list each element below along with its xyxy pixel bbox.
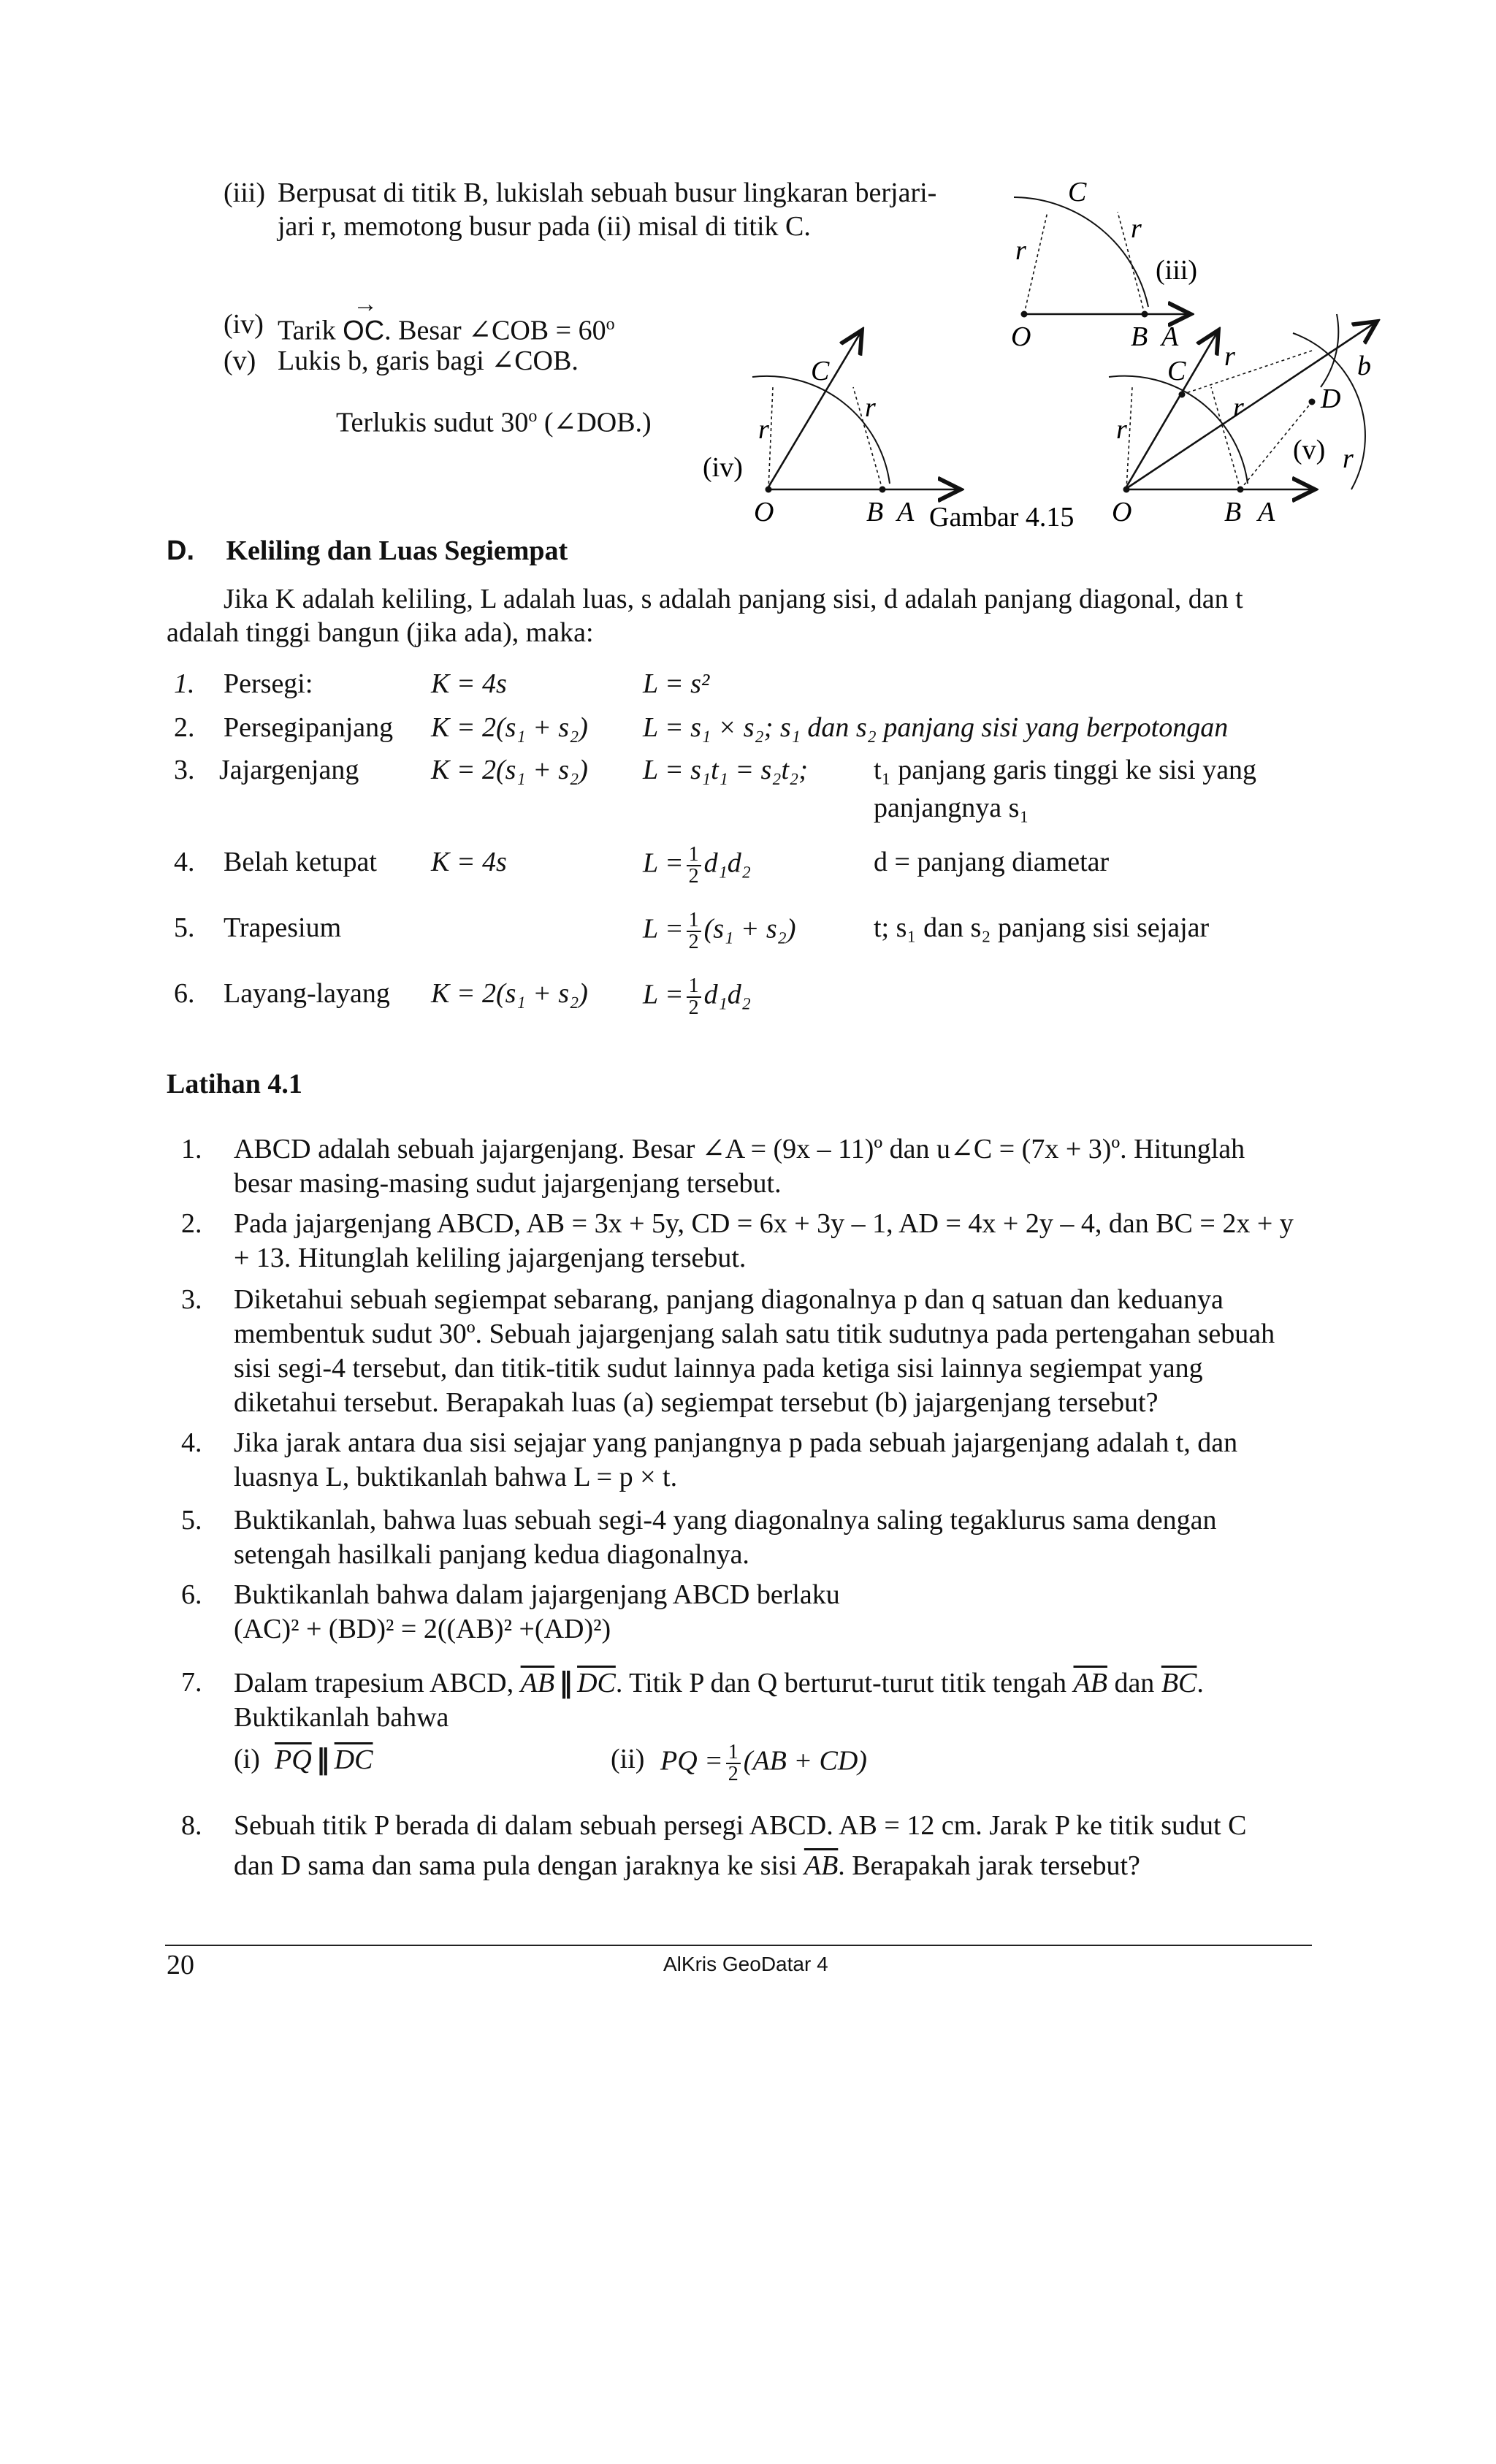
formula-perimeter: K = 4s xyxy=(431,847,507,877)
label-b-line: b xyxy=(1357,351,1371,381)
segment-ab: $\overline{AB}$ xyxy=(1073,1668,1107,1698)
problem-number: 7. xyxy=(181,1667,202,1698)
parallel-icon: ‖ xyxy=(316,1743,330,1775)
problem-6: Buktikanlah bahwa dalam jajargenjang ABCD berlaku (AC)² + (BD)² = 2((AB)² +(AD)²) xyxy=(234,1579,840,1644)
label-a-v: A xyxy=(1258,497,1275,527)
step-iv-label: Tarik xyxy=(278,315,336,346)
label-d-v: D xyxy=(1321,384,1341,414)
footer-rule xyxy=(165,1945,1312,1946)
segment-ab: $\overline{AB}$ xyxy=(804,1850,839,1881)
problem-5: Buktikanlah, bahwa luas sebuah segi-4 yang diagonalnya saling tegaklurus sama dengan setengah hasilkali panjang kedua diagonalnya. xyxy=(234,1505,1217,1570)
formula-num: 6. xyxy=(174,978,195,1009)
label-r3-v: r xyxy=(1233,392,1244,423)
formula-name: Trapesium xyxy=(224,912,342,943)
section-title: Keliling dan Luas Segiempat xyxy=(226,535,568,566)
radius-oc-iv xyxy=(768,387,773,489)
formula-num: 5. xyxy=(174,912,195,943)
radius-oc-iii xyxy=(1024,212,1047,314)
formula-num: 2. xyxy=(174,712,195,743)
formula-num: 3. xyxy=(174,755,195,785)
segment-dc: $\overline{DC}$ xyxy=(334,1744,373,1775)
formula-note: panjangnya s₁ xyxy=(874,793,1029,823)
step-iii-text-line2: jari r, memotong busur pada (ii) misal di titik C. xyxy=(278,211,811,242)
label-o-iii: O xyxy=(1011,321,1031,352)
problem-number: 2. xyxy=(181,1208,202,1239)
label-c-v: C xyxy=(1167,356,1186,386)
vector-arrow-icon: → xyxy=(353,290,378,318)
arc-c-iii xyxy=(1014,197,1148,307)
ray-oc-v xyxy=(1125,330,1218,489)
problem-8: Sebuah titik P berada di dalam sebuah persegi ABCD. AB = 12 cm. Jarak P ke titik sudut C dan D sama dan sama pula dengan jaraknya ke sisi $\overline{AB}$. Berapakah jarak tersebut? xyxy=(234,1810,1247,1881)
exercise-title: Latihan 4.1 xyxy=(167,1069,302,1099)
problem-number: 8. xyxy=(181,1810,202,1841)
section-intro-line2: adalah tinggi bangun (jika ada), maka: xyxy=(167,617,594,648)
formula-name: Persegi: xyxy=(224,668,313,699)
figure-caption: Gambar 4.15 xyxy=(929,502,1075,533)
formula-note: t₁ panjang garis tinggi ke sisi yang xyxy=(874,755,1257,785)
formula-num: 1. xyxy=(174,668,195,699)
problem-1: ABCD adalah sebuah jajargenjang. Besar ∠A = (9x – 11)º dan u∠C = (7x + 3)º. Hitunglah besar masing-masing sudut jajargenjang tersebut. xyxy=(234,1134,1245,1199)
step-v-number: (v) xyxy=(224,346,256,376)
problem-number: 6. xyxy=(181,1579,202,1610)
label-r4-v: r xyxy=(1343,443,1354,474)
label-r1-iii: r xyxy=(1015,235,1026,266)
segment-dc: $\overline{DC}$ xyxy=(577,1668,616,1698)
formula-area: L = $\frac{1}{2}$ d₁d₂ xyxy=(643,843,752,888)
label-a-iv: A xyxy=(897,497,915,527)
problem-2: Pada jajargenjang ABCD, AB = 3x + 5y, CD = 6x + 3y – 1, AD = 4x + 2y – 4, dan BC = 2x + y + 13. Hitunglah keliling jajargenjang tersebut. xyxy=(234,1208,1294,1273)
segment-ab: $\overline{AB}$ xyxy=(520,1668,555,1698)
segment-bc: $\overline{BC}$ xyxy=(1161,1668,1197,1698)
radius-ocv xyxy=(1126,387,1132,489)
formula-perimeter: K = 4s xyxy=(431,668,507,699)
section-letter: D. xyxy=(167,535,194,566)
formula-perimeter: K = 2(s₁ + s₂) xyxy=(431,712,588,743)
section-intro-line1: Jika K adalah keliling, L adalah luas, s adalah panjang sisi, d adalah panjang diagonal, dan t xyxy=(224,584,1243,614)
problem-3: Diketahui sebuah segiempat sebarang, panjang diagonalnya p dan q satuan dan keduanya membentuk sudut 30º. Sebuah jajargenjang salah satu titik sudutnya pada pertengahan sebuah sisi segi-4 tersebut, dan titik-titik sudut lainnya pada ketiga sisi lainnya segiempat yang diketahui tersebut. Berapakah luas (a) segiempat tersebut (b) jajargenjang tersebut? xyxy=(234,1284,1275,1418)
problem-number: 4. xyxy=(181,1427,202,1458)
page-number: 20 xyxy=(167,1950,194,1980)
formula-perimeter: K = 2(s₁ + s₂) xyxy=(431,755,588,785)
label-r1-v: r xyxy=(1116,414,1127,445)
formula-note: d = panjang diametar xyxy=(874,847,1110,877)
formula-area: L = s₁ × s₂; s₁ dan s₂ panjang sisi yang berpotongan xyxy=(643,712,1229,743)
formula-area: L = s² xyxy=(643,668,710,699)
formula-area: L = $\frac{1}{2}$ d₁d₂ xyxy=(643,974,752,1019)
formula-num: 4. xyxy=(174,847,195,877)
formula-area: L = $\frac{1}{2}$ (s₁ + s₂) xyxy=(643,909,796,953)
step-v-text: Lukis b, garis bagi ∠COB. xyxy=(278,346,579,376)
figure-4-15 xyxy=(694,168,1424,548)
ray-oc-iv xyxy=(767,330,862,489)
label-v: (v) xyxy=(1293,435,1326,465)
problem-number: 3. xyxy=(181,1284,202,1315)
diagram-iv xyxy=(703,330,1074,533)
formula-name: Belah ketupat xyxy=(224,847,377,877)
formula-perimeter: K = 2(s₁ + s₂) xyxy=(431,978,588,1009)
label-r2-iv: r xyxy=(865,392,876,423)
label-b-iii: B xyxy=(1131,321,1148,352)
label-c-iii: C xyxy=(1068,177,1087,207)
step-iii-number: (iii) xyxy=(224,178,265,208)
problem-7: Dalam trapesium ABCD, $\overline{AB}$ ‖ $\overline{DC}$. Titik P dan Q berturut-turut titik tengah $\overline{AB}$ dan $\overline{BC}$. Buktikanlah bahwa (i) $\overline{PQ}$ ‖ $\overline{DC}$ (ii) PQ = $\frac{1}{2}$ (AB + CD) xyxy=(234,1666,1204,1785)
label-c-iv: C xyxy=(811,356,830,386)
label-b-iv: B xyxy=(866,497,884,527)
diagram-iii xyxy=(1011,177,1197,352)
step-iv-text: Tarik OC → . Besar ∠COB = $60^o$ xyxy=(278,307,615,348)
label-iv: (iv) xyxy=(703,452,743,483)
vector-oc: OC → xyxy=(343,313,384,348)
problem-4: Jika jarak antara dua sisi sejajar yang panjangnya p pada sebuah jajargenjang adalah t, dan luasnya L, buktikanlah bahwa L = p × t. xyxy=(234,1427,1238,1492)
label-a-iii: A xyxy=(1161,321,1179,352)
step-iv-angle: . Besar ∠COB = 60 xyxy=(384,315,606,346)
label-r2-iii: r xyxy=(1131,213,1142,244)
formula-area: L = s₁t₁ = s₂t₂; xyxy=(643,755,808,785)
step-iii-text-line1: Berpusat di titik B, lukislah sebuah busur lingkaran berjari- xyxy=(278,178,937,208)
formula-name: Layang-layang xyxy=(224,978,390,1009)
label-o-v: O xyxy=(1112,497,1132,527)
segment-pq: $\overline{PQ}$ xyxy=(275,1744,312,1775)
label-o-iv: O xyxy=(754,497,774,527)
book-title: AlKris GeoDatar 4 xyxy=(663,1953,828,1975)
radius-cd xyxy=(1182,351,1312,394)
diagram-v xyxy=(1109,314,1377,527)
problem-number: 5. xyxy=(181,1505,202,1536)
label-iii: (iii) xyxy=(1156,255,1197,286)
formula-note: t; s₁ dan s₂ panjang sisi sejajar xyxy=(874,912,1210,943)
step-iv-number: (iv) xyxy=(224,309,264,340)
construction-result: Terlukis sudut 30$^o$ (∠DOB.) xyxy=(336,407,652,438)
problem-number: 1. xyxy=(181,1134,202,1164)
label-r1-iv: r xyxy=(758,414,769,445)
section-header xyxy=(167,533,568,568)
formula-name: Persegipanjang xyxy=(224,712,394,743)
parallel-icon: ‖ xyxy=(559,1666,573,1698)
label-r2-v: r xyxy=(1224,341,1235,372)
label-b-v: B xyxy=(1224,497,1242,527)
formula-name: Jajargenjang xyxy=(219,755,359,785)
